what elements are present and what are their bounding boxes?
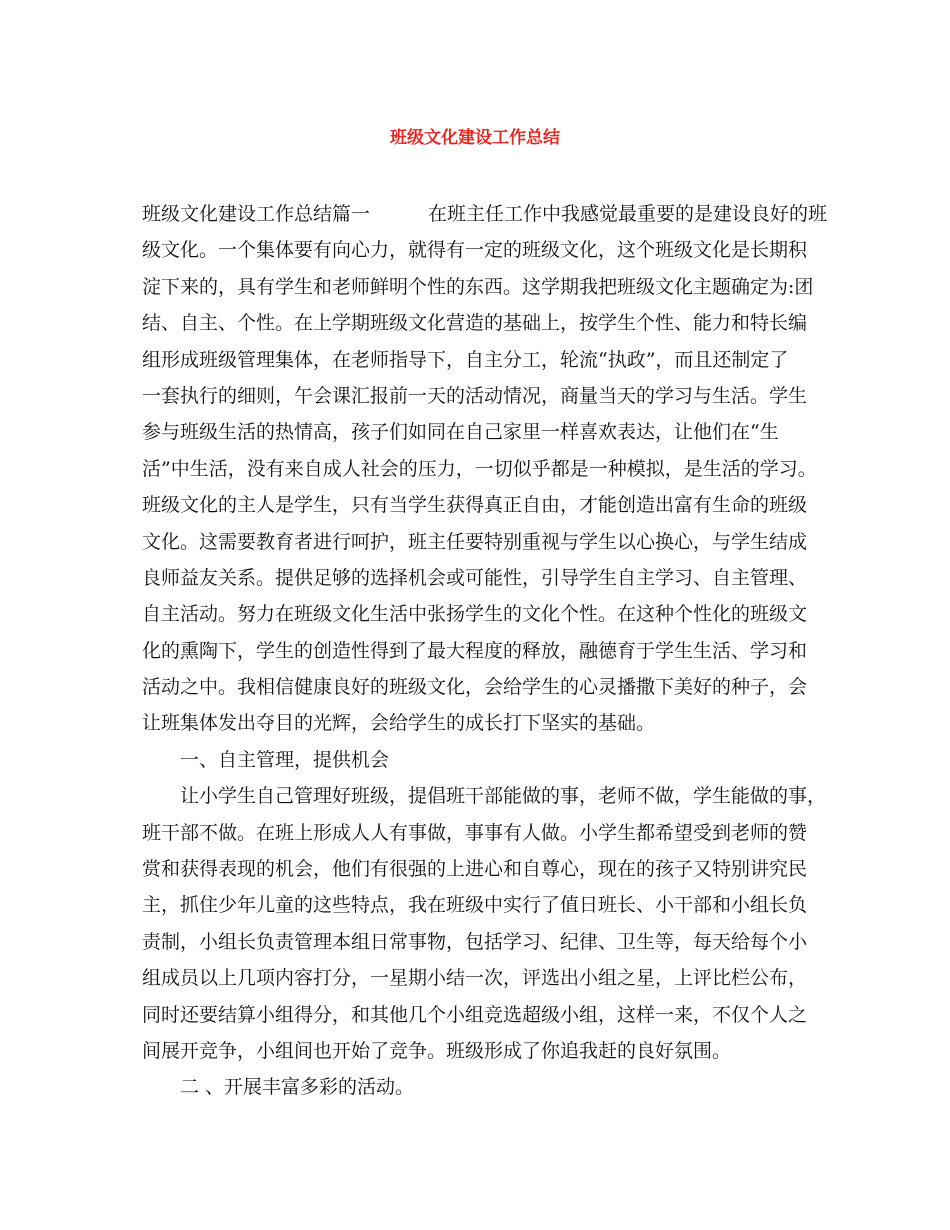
paragraph-line: 文化。这需要教育者进行呵护，班主任要特别重视与学生以心换心，与学生结成 — [142, 530, 808, 553]
paragraph-line: 活”中生活，没有来自成人社会的压力，一切似乎都是一种模拟，是生活的学习。 — [142, 457, 817, 480]
paragraph-line: 参与班级生活的热情高，孩子们如同在自己家里一样喜欢表达，让他们在“生 — [142, 421, 779, 444]
paragraph-line: 同时还要结算小组得分，和其他几个小组竞选超级小组，这样一来，不仅个人之 — [142, 1003, 808, 1026]
paragraph-line: 淀下来的，具有学生和老师鲜明个性的东西。这学期我把班级文化主题确定为:团 — [142, 275, 814, 298]
paragraph-line: 化的熏陶下，学生的创造性得到了最大程度的释放，融德育于学生生活、学习和 — [142, 639, 808, 662]
paragraph-text: 在班主任工作中我感觉最重要的是建设良好的班 — [428, 203, 828, 225]
paragraph-line: 主，抓住少年儿童的这些特点，我在班级中实行了值日班长、小干部和小组长负 — [142, 894, 808, 917]
document-body — [142, 196, 828, 1106]
section-heading: 二 、开展丰富多彩的活动。 — [180, 1076, 415, 1099]
paragraph-line: 赏和获得表现的机会，他们有很强的上进心和自尊心，现在的孩子又特别讲究民 — [142, 858, 808, 881]
paragraph-line: 让小学生自己管理好班级，提倡班干部能做的事，老师不做，学生能做的事， — [180, 785, 827, 808]
paragraph-line: 活动之中。我相信健康良好的班级文化，会给学生的心灵播撒下美好的种子，会 — [142, 676, 808, 699]
paragraph-line: 责制，小组长负责管理本组日常事物，包括学习、纪律、卫生等，每天给每个小 — [142, 930, 808, 953]
section-heading-inline: 班级文化建设工作总结篇一 — [142, 203, 371, 225]
paragraph-line: 一套执行的细则，午会课汇报前一天的活动情况，商量当天的学习与生活。学生 — [142, 384, 808, 407]
paragraph-line: 自主活动。努力在班级文化生活中张扬学生的文化个性。在这种个性化的班级文 — [142, 603, 808, 626]
paragraph-line: 班级文化的主人是学生，只有当学生获得真正自由，才能创造出富有生命的班级 — [142, 494, 808, 517]
paragraph-line: 让班集体发出夺目的光辉，会给学生的成长打下坚实的基础。 — [142, 712, 656, 735]
paragraph-line: 结、自主、个性。在上学期班级文化营造的基础上，按学生个性、能力和特长编 — [142, 312, 808, 335]
paragraph-line — [142, 196, 828, 232]
document-title: 班级文化建设工作总结 — [390, 128, 560, 148]
paragraph-line: 组成员以上几项内容打分，一星期小结一次，评选出小组之星，上评比栏公布， — [142, 967, 808, 990]
section-heading: 一、自主管理，提供机会 — [180, 748, 390, 771]
paragraph-line: 组形成班级管理集体，在老师指导下，自主分工，轮流“执政”，而且还制定了 — [142, 348, 789, 371]
paragraph-line: 良师益友关系。提供足够的选择机会或可能性，引导学生自主学习、自主管理、 — [142, 566, 808, 589]
paragraph-line: 班干部不做。在班上形成人人有事做，事事有人做。小学生都希望受到老师的赞 — [142, 821, 808, 844]
paragraph-line: 级文化。一个集体要有向心力，就得有一定的班级文化，这个班级文化是长期积 — [142, 239, 808, 262]
paragraph-line: 间展开竞争，小组间也开始了竞争。班级形成了你追我赶的良好氛围。 — [142, 1039, 732, 1062]
